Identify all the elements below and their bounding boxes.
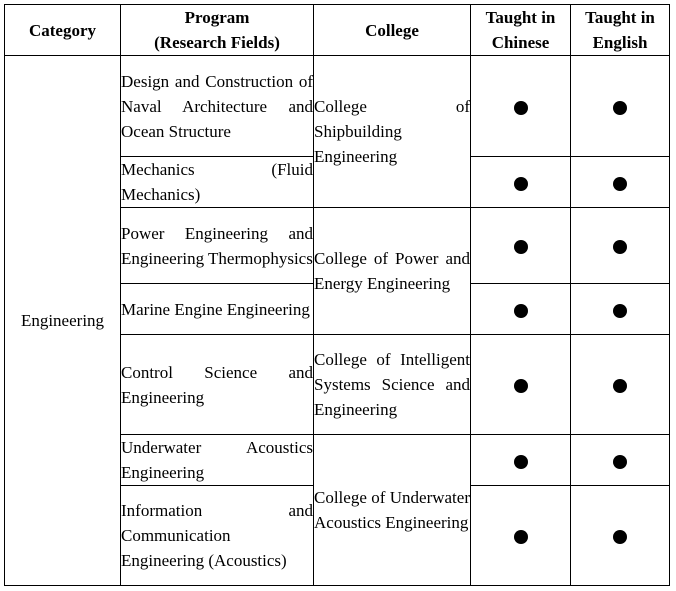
filled-dot-icon bbox=[514, 379, 528, 393]
header-row bbox=[5, 5, 670, 56]
taught-in-chinese-mark bbox=[471, 208, 571, 284]
table-row bbox=[5, 56, 670, 157]
taught-in-english-mark bbox=[571, 335, 670, 435]
header-taught-in-chinese bbox=[471, 5, 571, 56]
header-program-line2: (Research Fields) bbox=[154, 33, 280, 52]
taught-in-english-mark bbox=[571, 435, 670, 486]
program-cell: Power Engineering and Engineering Thermophysics bbox=[121, 208, 314, 284]
header-english-line1: Taught in bbox=[585, 8, 655, 27]
college-cell: College of Intelligent Systems Science and Engineering bbox=[314, 335, 471, 435]
filled-dot-icon bbox=[514, 177, 528, 191]
filled-dot-icon bbox=[514, 455, 528, 469]
program-cell: Marine Engine Engineering bbox=[121, 284, 314, 335]
taught-in-chinese-mark bbox=[471, 486, 571, 586]
filled-dot-icon bbox=[613, 530, 627, 544]
filled-dot-icon bbox=[613, 379, 627, 393]
taught-in-english-mark bbox=[571, 486, 670, 586]
taught-in-chinese-mark bbox=[471, 335, 571, 435]
filled-dot-icon bbox=[613, 455, 627, 469]
filled-dot-icon bbox=[514, 530, 528, 544]
header-chinese-line2: Chinese bbox=[491, 33, 550, 52]
filled-dot-icon bbox=[514, 304, 528, 318]
college-cell: College of Underwater Acoustics Engineering bbox=[314, 435, 471, 586]
filled-dot-icon bbox=[613, 101, 627, 115]
filled-dot-icon bbox=[613, 304, 627, 318]
header-taught-in-english bbox=[571, 5, 670, 56]
program-cell: Design and Construction of Naval Architecture and Ocean Structure bbox=[121, 56, 314, 157]
filled-dot-icon bbox=[613, 240, 627, 254]
header-program-line1: Program bbox=[184, 8, 250, 27]
taught-in-chinese-mark bbox=[471, 56, 571, 157]
header-chinese-line1: Taught in bbox=[485, 8, 556, 27]
taught-in-english-mark bbox=[571, 284, 670, 335]
header-program bbox=[121, 5, 314, 56]
filled-dot-icon bbox=[514, 101, 528, 115]
header-english-line2: English bbox=[592, 33, 648, 52]
college-cell: College of Shipbuilding Engineering bbox=[314, 56, 471, 208]
filled-dot-icon bbox=[613, 177, 627, 191]
category-cell: Engineering bbox=[5, 56, 121, 586]
taught-in-english-mark bbox=[571, 56, 670, 157]
header-category: Category bbox=[5, 5, 121, 56]
program-cell: Mechanics (Fluid Mechanics) bbox=[121, 157, 314, 208]
programs-table bbox=[4, 4, 670, 586]
program-cell: Control Science and Engineering bbox=[121, 335, 314, 435]
filled-dot-icon bbox=[514, 240, 528, 254]
taught-in-english-mark bbox=[571, 208, 670, 284]
taught-in-chinese-mark bbox=[471, 157, 571, 208]
taught-in-chinese-mark bbox=[471, 435, 571, 486]
taught-in-english-mark bbox=[571, 157, 670, 208]
taught-in-chinese-mark bbox=[471, 284, 571, 335]
college-cell: College of Power and Energy Engineering bbox=[314, 208, 471, 335]
program-cell: Information and Communication Engineering (Acoustics) bbox=[121, 486, 314, 586]
header-college: College bbox=[314, 5, 471, 56]
program-cell: Underwater Acoustics Engineering bbox=[121, 435, 314, 486]
